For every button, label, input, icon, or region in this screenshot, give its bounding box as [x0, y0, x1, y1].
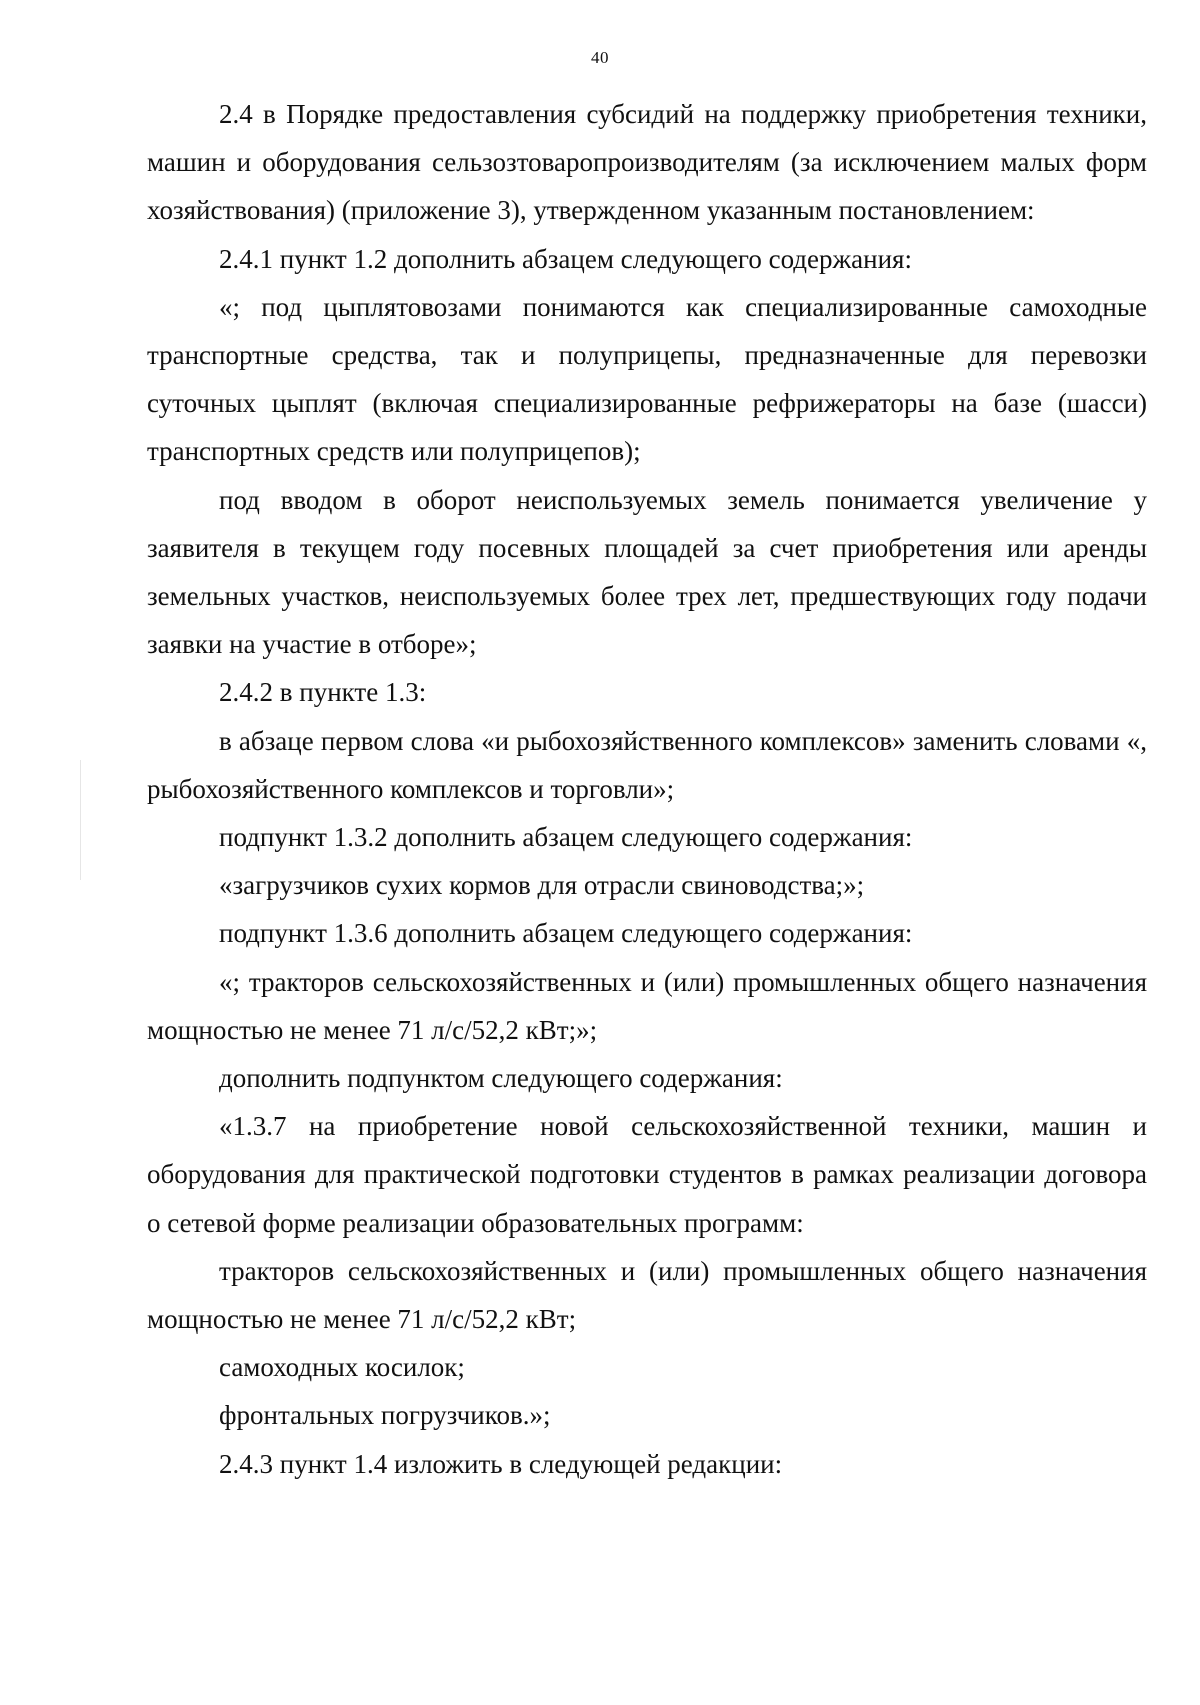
paragraph-chick-carriers-definition: «; под цыплятовозами понимаются как специализированные самоходные транспортные средства, так и полуприцепы, предназначенные для перевозки суточных цыплят (включая специализированные рефрижераторы на базе (шасси) транспортных средств или полуприцепов); [147, 291, 1147, 467]
paragraph-subpoint-1-3-7: «1.3.7 на приобретение новой сельскохозяйственной техники, машин и оборудования для практической подготовки студентов в рамках реализации договора о сетевой форме реализации образовательных программ: [147, 1111, 1147, 1238]
paragraph-2-4-2: 2.4.2 в пункте 1.3: [219, 677, 427, 708]
paragraph-subpoint-1-3-2: подпункт 1.3.2 дополнить абзацем следующего содержания: [219, 822, 913, 853]
document-body [147, 90, 1147, 1488]
paragraph-unused-land-definition: под вводом в оборот неиспользуемых земель понимается увеличение у заявителя в текущем году посевных площадей за счет приобретения или аренды земельных участков, неиспользуемых более трех лет, предшествующих году подачи заявки на участие в отборе»; [147, 484, 1147, 660]
paragraph-2-4: 2.4 в Порядке предоставления субсидий на поддержку приобретения техники, машин и оборудования сельзозтоваропроизводителям (за исключением малых форм хозяйствования) (приложение 3), утвержденном указанным постановлением: [147, 99, 1147, 226]
paragraph-front-loaders: фронтальных погрузчиков.»; [219, 1400, 551, 1431]
page-number: 40 [591, 48, 609, 67]
paragraph-dry-feed-loaders: «загрузчиков сухих кормов для отрасли свиноводства;»; [219, 870, 865, 901]
paragraph-tractors-1-3-6: «; тракторов сельскохозяйственных и (или) промышленных общего назначения мощностью не менее 71 л/с/52,2 кВт;»; [147, 966, 1147, 1045]
paragraph-first-abzac-replacement: в абзаце первом слова «и рыбохозяйственного комплексов» заменить словами «, рыбохозяйственного комплексов и торговли»; [147, 725, 1147, 804]
paragraph-self-propelled-mowers: самоходных косилок; [219, 1352, 465, 1383]
paragraph-tractors-1-3-7: тракторов сельскохозяйственных и (или) промышленных общего назначения мощностью не менее 71 л/с/52,2 кВт; [147, 1255, 1147, 1335]
paragraph-add-subpoint: дополнить подпунктом следующего содержания: [219, 1063, 783, 1094]
paragraph-2-4-1: 2.4.1 пункт 1.2 дополнить абзацем следующего содержания: [219, 243, 912, 274]
paragraph-2-4-3: 2.4.3 пункт 1.4 изложить в следующей редакции: [219, 1448, 783, 1479]
scan-edge-mark [80, 760, 81, 880]
paragraph-subpoint-1-3-6: подпункт 1.3.6 дополнить абзацем следующего содержания: [219, 918, 913, 949]
